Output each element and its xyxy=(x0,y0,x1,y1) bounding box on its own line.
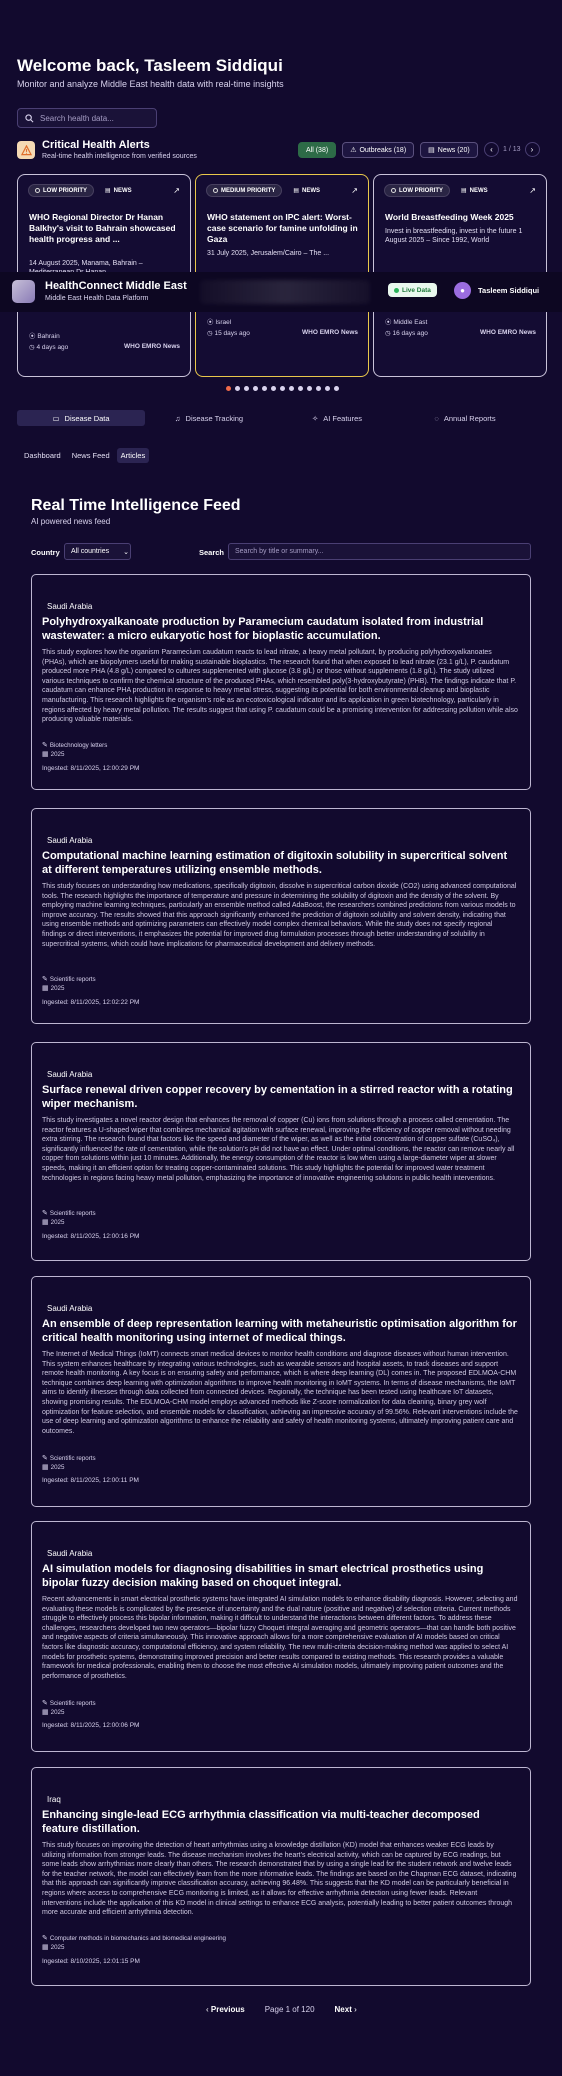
sub-tabs xyxy=(20,448,149,463)
article-country: Saudi Arabia xyxy=(47,1070,93,1079)
article-country: Saudi Arabia xyxy=(47,602,93,611)
article-journal: Computer methods in biomechanics and biomedical engineering xyxy=(49,1935,226,1942)
article-journal: Scientific reports xyxy=(49,1455,96,1462)
newspaper-icon: ▤ xyxy=(293,188,300,194)
article-summary: This study explores how the organism Paramecium caudatum reacts to lead nitrate, a heavy metal pollutant, by producing polyhydroxyalkanoates (PHAs), which are biopolymers useful for making sustainable bioplastics. The research found that when exposed to lead nitrate (23.1 g/L), P. caudatum produced more PHA (4.8 g/L) compared to cultures supplemented with glucose (3.8 g/L) or those without supplements (1.8 g/L). The study utilized various techniques to confirm the chemical structure of the produced PHAs, which resembled poly(3-hydroxybutyrate) (PHB). The findings indicate that P. caudatum can enhance PHA production in response to heavy metal stress, suggesting its potential for both environmental cleanup and bioplastic manufacturing. This research highlights the organism's role as an ecotoxicological indicator and its application in green biotechnology, particularly in regions affected by heavy metal pollution. The results suggest that using P. caudatum could be a promising intervention for addressing pollution while also producing valuable materials. xyxy=(42,649,518,724)
previous-label: Previous xyxy=(210,2005,245,2014)
card-location-label: Middle East xyxy=(393,319,428,326)
pen-icon: ✎ xyxy=(42,1455,48,1462)
calendar-icon: ▦ xyxy=(42,985,49,992)
tab-dashboard[interactable]: Dashboard xyxy=(24,451,61,460)
pen-icon: ✎ xyxy=(42,976,48,983)
newspaper-icon: ▤ xyxy=(461,188,467,194)
card-source: WHO EMRO News xyxy=(480,329,536,336)
card-location xyxy=(207,317,231,326)
carousel-dot[interactable] xyxy=(280,386,285,391)
country-value: All countries xyxy=(71,548,110,555)
tab-disease-tracking[interactable] xyxy=(145,410,273,426)
article-card[interactable] xyxy=(31,1276,531,1507)
article-card[interactable] xyxy=(31,1767,531,1986)
priority-dot-icon xyxy=(213,188,218,193)
main-tabs xyxy=(17,410,529,426)
type-label: NEWS xyxy=(302,187,321,194)
article-meta xyxy=(42,975,96,993)
filter-outbreaks-label: Outbreaks (18) xyxy=(359,146,407,154)
article-ingested: Ingested: 8/11/2025, 12:02:22 PM xyxy=(42,999,140,1006)
tab-news-feed[interactable]: News Feed xyxy=(71,451,110,460)
priority-badge xyxy=(28,184,94,197)
alert-triangle-icon xyxy=(17,141,35,159)
previous-button[interactable] xyxy=(206,2005,245,2014)
tab-ai-features[interactable] xyxy=(273,410,401,426)
next-label: Next xyxy=(334,2005,352,2014)
external-link-icon[interactable]: ↗ xyxy=(529,186,536,195)
warning-icon: ⚠ xyxy=(350,147,357,154)
carousel-dot[interactable] xyxy=(271,386,276,391)
tab-label: Annual Reports xyxy=(443,413,496,423)
carousel-dot[interactable] xyxy=(289,386,294,391)
chevron-right-icon: › xyxy=(354,2005,357,2014)
card-title: World Breastfeeding Week 2025 xyxy=(385,212,514,222)
card-time xyxy=(29,343,68,351)
carousel-dot[interactable] xyxy=(253,386,258,391)
search-icon xyxy=(25,114,34,123)
calendar-icon: ▦ xyxy=(42,1464,49,1471)
chevron-left-icon: ‹ xyxy=(206,2005,209,2014)
external-link-icon[interactable]: ↗ xyxy=(351,186,358,195)
priority-label: MEDIUM PRIORITY xyxy=(221,187,276,194)
search-input[interactable] xyxy=(17,108,157,128)
article-ingested: Ingested: 8/11/2025, 12:00:16 PM xyxy=(42,1233,140,1240)
article-title: AI simulation models for diagnosing disabilities in smart electrical prosthetics using bipolar fuzzy decision making based on choquet integral. xyxy=(42,1563,484,1589)
pen-icon: ✎ xyxy=(42,1210,48,1217)
card-location xyxy=(385,317,427,326)
feed-title: Real Time Intelligence Feed xyxy=(31,497,241,514)
live-data-label: Live Data xyxy=(402,286,431,294)
card-meta xyxy=(29,343,180,351)
article-journal: Scientific reports xyxy=(49,1700,96,1707)
alerts-title: Critical Health Alerts xyxy=(42,139,150,151)
article-year: 2025 xyxy=(50,985,65,992)
calendar-icon: ▦ xyxy=(42,1709,49,1716)
article-journal: Scientific reports xyxy=(49,1210,96,1217)
article-ingested: Ingested: 8/11/2025, 12:00:06 PM xyxy=(42,1722,140,1729)
calendar-icon: ▦ xyxy=(42,751,49,758)
feed-subtitle: AI powered news feed xyxy=(31,517,111,526)
alerts-pager xyxy=(484,142,540,157)
page-indicator: Page 1 of 120 xyxy=(264,2005,315,2014)
article-summary: This study investigates a novel reactor design that enhances the removal of copper (Cu) ions from solutions through a process called cementation. The reactor features a U-shaped wiper that combines mechanical agitation with surface renewal, improving the efficiency of copper removal without needing extra stirring. The research found that factors like the speed and diameter of the wiper, as well as the initial concentration of copper sulfate (CuSO₄), significantly influenced the rate of cementation, while the solution's pH did not have an effect. Under optimal conditions, the reactor can remove nearly all copper from solutions within just 10 minutes. Additionally, the energy consumption of the reactor is low when using a large-diameter wiper at slower speeds, making it an efficient option for treating copper-contaminated solutions. This study highlights the potential for improved water treatment technologies in regions facing heavy metal pollution, emphasizing the importance of innovative engineering solutions in public health interventions. xyxy=(42,1117,515,1182)
article-card[interactable] xyxy=(31,808,531,1024)
article-journal: Scientific reports xyxy=(49,976,96,983)
tab-disease-data[interactable] xyxy=(17,410,145,426)
calendar-icon: ▦ xyxy=(42,1219,49,1226)
priority-label: LOW PRIORITY xyxy=(399,187,443,194)
user-name[interactable]: Tasleem Siddiqui xyxy=(478,286,540,295)
article-journal: Biotechnology letters xyxy=(49,742,108,749)
card-body: 31 July 2025, Jerusalem/Cairo – The ... xyxy=(207,250,330,257)
card-time-label: 16 days ago xyxy=(392,330,428,337)
article-title: Polyhydroxyalkanoate production by Paramecium caudatum isolated from industrial wastewater: a micro eukaryotic host for bioplastic accumulation. xyxy=(42,616,484,642)
blurred-region xyxy=(200,280,370,304)
sparkle-icon: ✧ xyxy=(311,413,319,423)
next-button[interactable] xyxy=(335,2005,357,2014)
alerts-page-indicator: 1 / 13 xyxy=(503,146,521,153)
article-year: 2025 xyxy=(50,1464,65,1471)
article-ingested: Ingested: 8/11/2025, 12:00:11 PM xyxy=(42,1477,139,1484)
carousel-dot[interactable] xyxy=(298,386,303,391)
card-location xyxy=(29,331,60,340)
app-title: HealthConnect Middle East xyxy=(45,280,187,292)
article-meta xyxy=(42,1934,226,1952)
article-ingested: Ingested: 8/10/2025, 12:01:15 PM xyxy=(42,1958,140,1965)
article-card[interactable] xyxy=(31,574,531,790)
newspaper-icon: ▤ xyxy=(428,147,435,154)
type-label: NEWS xyxy=(113,187,132,194)
article-title: Enhancing single-lead ECG arrhythmia classification via multi-teacher decomposed feature distillation. xyxy=(42,1809,480,1835)
pen-icon: ✎ xyxy=(42,1700,48,1707)
prev-alert-button[interactable] xyxy=(484,142,499,157)
type-badge xyxy=(99,184,138,197)
card-location-label: Bahrain xyxy=(37,333,60,340)
location-pin-icon: ⦿ xyxy=(207,319,214,326)
live-dot-icon xyxy=(394,288,399,293)
carousel-dot[interactable] xyxy=(244,386,249,391)
welcome-heading: Welcome back, Tasleem Siddiqui xyxy=(17,56,283,75)
article-title: Surface renewal driven copper recovery by cementation in a stirred reactor with a rotating wiper mechanism. xyxy=(42,1084,513,1110)
article-search-input[interactable] xyxy=(228,543,531,560)
bell-icon: ♫ xyxy=(174,413,181,423)
app-subtitle: Middle East Health Data Platform xyxy=(45,295,149,302)
tab-articles[interactable]: Articles xyxy=(117,448,150,463)
article-search-placeholder: Search by title or summary... xyxy=(235,548,324,555)
clock-icon: ◷ xyxy=(207,330,213,337)
avatar[interactable] xyxy=(454,282,471,299)
next-alert-button[interactable] xyxy=(525,142,540,157)
welcome-subtitle: Monitor and analyze Middle East health data with real-time insights xyxy=(17,79,284,89)
user-icon: ● xyxy=(460,286,465,295)
article-summary: The Internet of Medical Things (IoMT) connects smart medical devices to monitor health conditions and diagnose diseases without human intervention. This system enhances healthcare by integrating various technologies, such as wearable sensors and hospital assets, to track diseases and support remote health monitoring. A key focus is on ensuring safety and performance, which is where deep learning (DL) comes in. The proposed EDLMOA-CHM technique combines deep learning with optimization algorithms to improve health monitoring in IoMT systems. In terms of disease mechanisms, the IoMT aims to identify illnesses through data collected from connected devices. Regionally, the technique has been tested using healthcare IoT datasets, showing promising results. The EDLMOA-CHM model employs advanced methods like Z-score normalization for data cleaning, binary grey wolf optimization for feature selection, and ensemble models for classification, achieving an impressive accuracy of 99.56%. Relevant interventions include the use of deep learning and optimization algorithms to enhance the reliability and safety of health monitoring systems, ultimately improving patient care and outcomes. xyxy=(42,1351,518,1435)
article-meta xyxy=(42,1699,96,1717)
database-icon: ▭ xyxy=(52,413,60,423)
priority-label: LOW PRIORITY xyxy=(43,187,87,194)
type-badge xyxy=(455,184,494,197)
card-time-label: 4 days ago xyxy=(36,344,69,351)
priority-dot-icon xyxy=(391,188,396,193)
chevron-down-icon: ⌄ xyxy=(123,548,130,556)
article-country: Saudi Arabia xyxy=(47,1304,93,1313)
article-ingested: Ingested: 8/11/2025, 12:00:29 PM xyxy=(42,765,140,772)
article-year: 2025 xyxy=(50,1944,65,1951)
carousel-dot[interactable] xyxy=(235,386,240,391)
live-data-badge xyxy=(388,283,437,297)
article-card[interactable] xyxy=(31,1521,531,1752)
external-link-icon[interactable]: ↗ xyxy=(173,186,180,195)
card-time-label: 15 days ago xyxy=(214,330,250,337)
pen-icon: ✎ xyxy=(42,1935,48,1942)
tab-label: Disease Tracking xyxy=(185,413,244,423)
carousel-dots xyxy=(226,386,339,391)
carousel-dot[interactable] xyxy=(334,386,339,391)
alerts-subtitle: Real-time health intelligence from verified sources xyxy=(42,153,197,160)
card-time xyxy=(385,329,428,337)
article-meta xyxy=(42,1454,96,1472)
filter-all[interactable] xyxy=(298,142,336,158)
article-meta xyxy=(42,1209,96,1227)
app-logo xyxy=(12,280,35,303)
location-pin-icon: ⦿ xyxy=(385,319,392,326)
country-select[interactable] xyxy=(64,543,131,560)
tab-label: Disease Data xyxy=(64,413,110,423)
filter-news-label: News (20) xyxy=(437,146,470,154)
card-source: WHO EMRO News xyxy=(302,329,358,336)
calendar-icon: ▦ xyxy=(42,1944,49,1951)
clock-icon: ◷ xyxy=(385,330,391,337)
filter-news[interactable] xyxy=(420,142,478,158)
carousel-dot[interactable] xyxy=(262,386,267,391)
carousel-dot[interactable] xyxy=(307,386,312,391)
tab-annual-reports[interactable] xyxy=(401,410,529,426)
article-year: 2025 xyxy=(50,1709,65,1716)
clock-icon: ◷ xyxy=(29,344,35,351)
filter-outbreaks[interactable] xyxy=(342,142,414,158)
article-summary: Recent advancements in smart electrical prosthetic systems have integrated AI simulation models to enhance disability diagnosis. However, selecting and evaluating these models is complicated by the presence of uncertainty and the dual nature (positive and negative) of selection criteria. Current methods struggle to effectively process this bipolar information, making it difficult to understand the interactions between different factors. To address these challenges, researchers developed two new operators—bipolar fuzzy Choquet integral averaging and geometric operators—that can handle both positive and negative aspects of criteria simultaneously. This innovative approach allows for a more comprehensive evaluation of AI models based on critical factors like diagnostic accuracy, computational efficiency, and system reliability. The new multi-criteria decision-making method was applied to select AI models for prosthetic systems, demonstrating improved precision and better results compared to existing methods. This research provides a valuable framework for medical professionals, enabling them to choose the most effective AI simulation models, ultimately improving patient outcomes and the performance of prosthetics. xyxy=(42,1596,518,1680)
article-year: 2025 xyxy=(50,1219,65,1226)
article-card[interactable] xyxy=(31,1042,531,1261)
pagination xyxy=(206,2005,357,2014)
chevron-right-icon: › xyxy=(530,145,534,154)
card-title: WHO statement on IPC alert: Worst-case scenario for famine unfolding in Gaza xyxy=(207,212,358,244)
type-badge xyxy=(287,184,326,197)
card-time xyxy=(207,329,250,337)
card-body: Invest in breastfeeding, invest in the future 1 August 2025 – Since 1992, World xyxy=(385,228,523,244)
chevron-left-icon: ‹ xyxy=(490,145,493,154)
pen-icon: ✎ xyxy=(42,742,48,749)
card-meta xyxy=(207,329,358,337)
filter-all-label: All (38) xyxy=(306,146,329,154)
location-pin-icon: ⦿ xyxy=(29,333,36,340)
article-country: Saudi Arabia xyxy=(47,836,93,845)
type-label: NEWS xyxy=(469,187,488,194)
newspaper-icon: ▤ xyxy=(105,188,111,194)
card-title: WHO Regional Director Dr Hanan Balkhy's visit to Bahrain showcased health progress and ... xyxy=(29,212,176,244)
carousel-dot[interactable] xyxy=(226,386,231,391)
search-label: Search xyxy=(199,548,225,557)
search-placeholder: Search health data... xyxy=(40,113,114,123)
article-title: An ensemble of deep representation learning with metaheuristic optimisation algorithm for critical health monitoring using internet of medical things. xyxy=(42,1318,517,1344)
carousel-dot[interactable] xyxy=(316,386,321,391)
priority-badge xyxy=(206,184,282,197)
carousel-dot[interactable] xyxy=(325,386,330,391)
card-body: 14 August 2025, Manama, Bahrain – xyxy=(29,260,143,267)
article-year: 2025 xyxy=(50,751,65,758)
article-country: Saudi Arabia xyxy=(47,1549,93,1558)
alert-filters xyxy=(298,142,478,158)
chat-icon: ◌ xyxy=(434,413,439,423)
card-location-label: Israel xyxy=(215,319,232,326)
card-meta xyxy=(385,329,536,337)
article-meta xyxy=(42,741,107,759)
article-country: Iraq xyxy=(47,1795,61,1804)
priority-dot-icon xyxy=(35,188,40,193)
priority-badge xyxy=(384,184,450,197)
article-summary: This study focuses on understanding how medications, specifically digitoxin, dissolve in supercritical carbon dioxide (CO2) using advanced computational tools. The research highlights the importance of temperature and pressure in determining the solubility of digitoxin and the density of the solvent. By employing machine learning techniques, particularly an ensemble method called AdaBoost, the researchers combined predictions from various models to improve accuracy. The results showed that this approach significantly enhanced the prediction of digitoxin solubility and solvent density, indicating that using ensemble methods and optimizing parameters can effectively model complex chemical behaviors. While the study does not specify regional findings or direct interventions, it emphasizes the potential for improved drug formulation processes through better understanding of solubility in supercritical systems, which could have implications for pharmaceutical development and delivery methods. xyxy=(42,883,517,948)
article-summary: This study focuses on improving the detection of heart arrhythmias using a knowledge distillation (KD) model that enhances weaker ECG leads by utilizing information from stronger leads. The disease mechanism involves the heart's electrical activity, which can be captured by ECG readings, but some leads show arrhythmias more clearly than others. The research demonstrated that by using a single lead for the student network and twelve leads for the teacher network, the model can effectively learn from the more informative leads. The findings are based on the Chapman ECG dataset, indicating that this approach can significantly improve classification accuracy, achieving 96.48%. This suggests that the KD model can be particularly beneficial in regions where access to comprehensive ECG monitoring is limited, as it allows for effective arrhythmia detection using fewer leads. Relevant interventions include the application of this KD model in clinical settings to enhance ECG analysis, potentially leading to better patient outcomes through more accurate and efficient arrhythmia detection. xyxy=(42,1842,517,1917)
article-title: Computational machine learning estimation of digitoxin solubility in supercritical solvent at different temperatures utilizing ensemble methods. xyxy=(42,850,508,876)
tab-label: AI Features xyxy=(323,413,363,423)
country-label: Country xyxy=(31,548,60,557)
card-source: WHO EMRO News xyxy=(124,343,180,350)
